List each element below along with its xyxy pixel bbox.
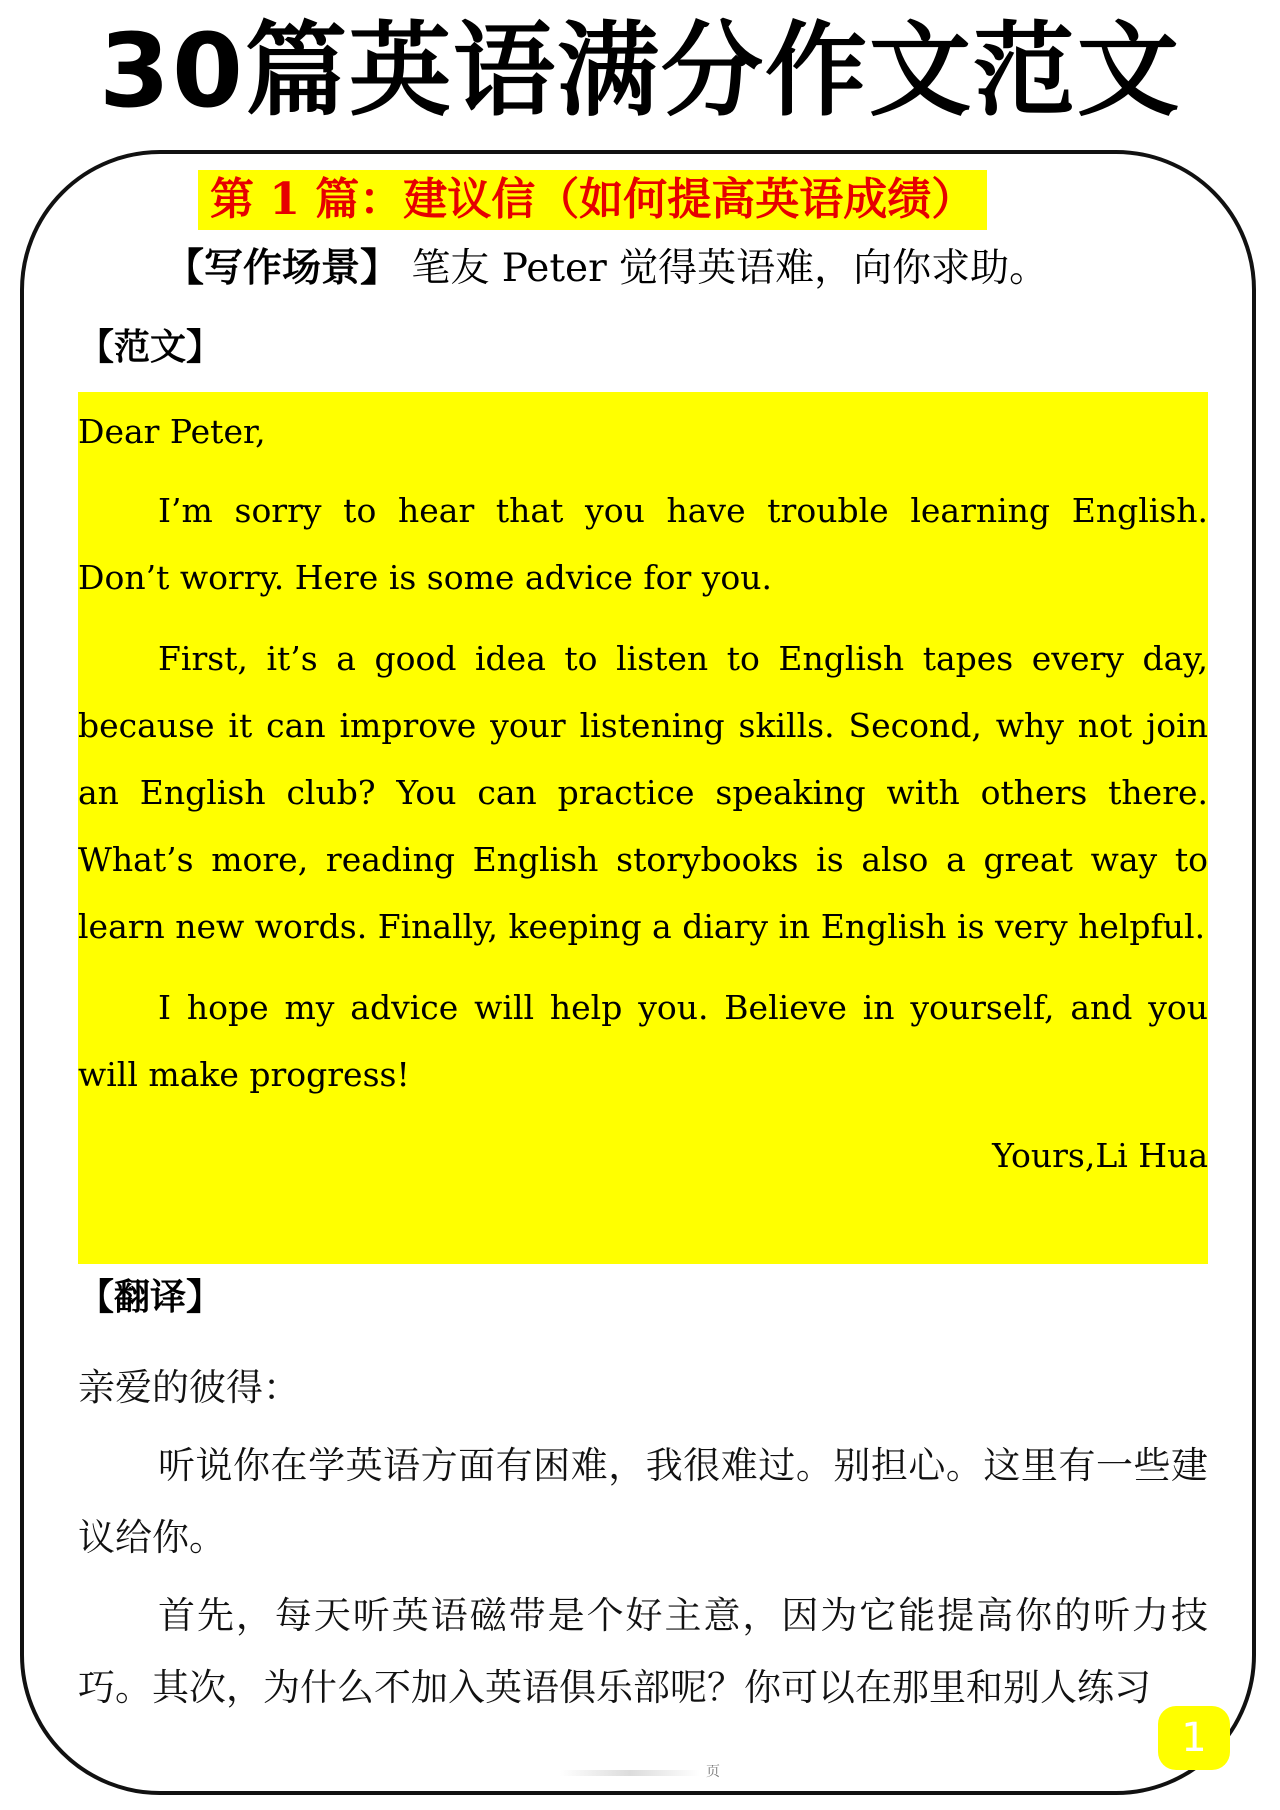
letter-paragraph: First, it’s a good idea to listen to English tapes every day, because it can improve your listening skills. Second, why not join an English club? You can practice speaking with others there. What’s more, reading English storybooks is also a great way to learn new words. Finally, keeping a diary in English is very helpful. xyxy=(78,639,1208,946)
essay-letter xyxy=(78,392,1208,1264)
translation-paragraph: 听说你在学英语方面有困难，我很难过。别担心。这里有一些建议给你。 xyxy=(78,1444,1208,1559)
page-title: 30篇英语满分作文范文 xyxy=(99,12,1181,131)
translation-label: 【翻译】 xyxy=(78,1276,223,1318)
translation-paragraph: 首先，每天听英语磁带是个好主意，因为它能提高你的听力技巧。其次，为什么不加入英语俱乐部呢？你可以在那里和别人练习 xyxy=(78,1594,1208,1709)
chapter-title: 第 1 篇：建议信（如何提高英语成绩） xyxy=(198,170,987,230)
letter-salutation: Dear Peter, xyxy=(78,412,266,451)
footer-line xyxy=(560,1770,700,1776)
translation-text xyxy=(78,1352,1208,1730)
translation-salutation: 亲爱的彼得： xyxy=(78,1366,300,1409)
letter-signoff: Yours,Li Hua xyxy=(992,1136,1208,1175)
writing-scene xyxy=(165,240,1048,297)
page-number-badge: 1 xyxy=(1158,1706,1230,1770)
scene-tag: 【写作场景】 xyxy=(165,245,400,291)
letter-paragraph: I hope my advice will help you. Believe in yourself, and you will make progress! xyxy=(78,988,1208,1094)
letter-paragraph: I’m sorry to hear that you have trouble learning English. Don’t worry. Here is some advice for you. xyxy=(78,491,1208,597)
scene-text: 笔友 Peter 觉得英语难，向你求助。 xyxy=(399,246,1049,291)
page-suffix: 页 xyxy=(706,1764,720,1780)
essay-label: 【范文】 xyxy=(78,326,223,368)
page-footer xyxy=(560,1762,720,1782)
